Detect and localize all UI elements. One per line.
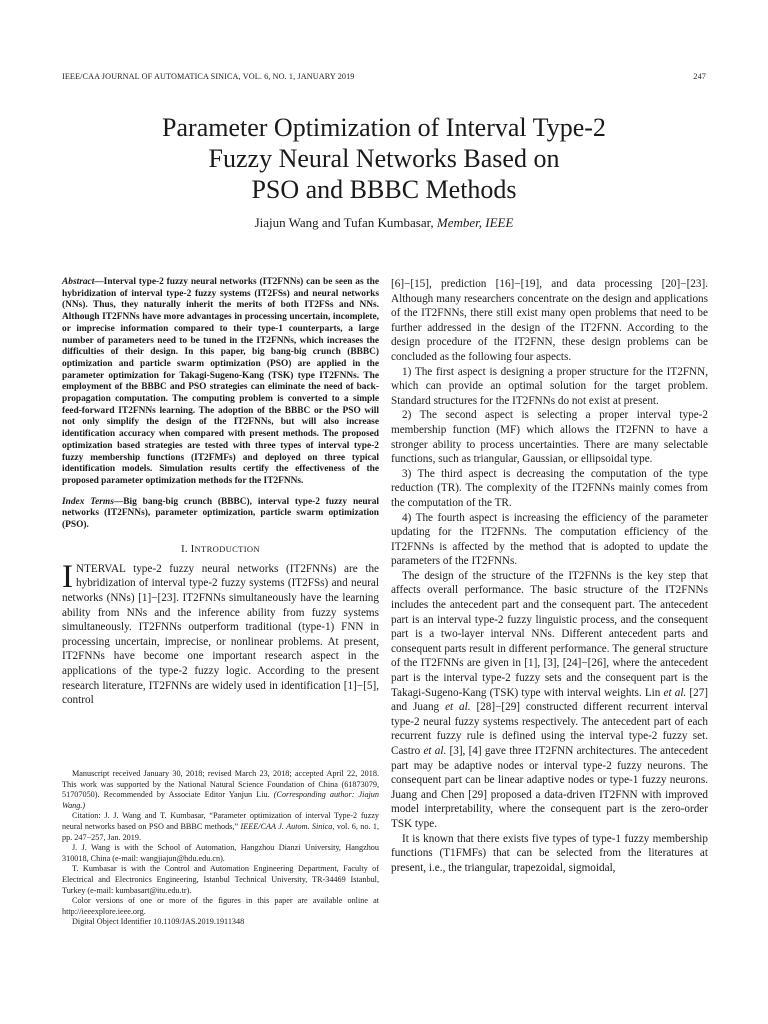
author-line bbox=[62, 215, 706, 231]
p6-part-b: [27] and Juang bbox=[391, 686, 709, 714]
author-names: Jiajun Wang and Tufan Kumbasar, bbox=[254, 215, 434, 230]
journal-name: IEEE/CAA JOURNAL OF AUTOMATICA SINICA, VOL. 6, NO. 1, JANUARY 2019 bbox=[62, 72, 355, 81]
author-membership: Member, IEEE bbox=[436, 215, 514, 230]
abstract-label: Abstract bbox=[62, 277, 95, 287]
p6-part-a: The design of the structure of the IT2FNNs is the key step that affects overall performance. The basic structure of the IT2FNNs includes the antecedent part and the consequent part. The antecedent part is an interval type-2 fuzzy linguistic process, and the consequent part is a two-layer interval NNs. Different antecedent parts and consequent parts result in different performance. The general structure of the IT2FNNs are given in [1], [3], [24]−[26], where the antecedent part is the interval type-2 fuzzy sets and the consequent part is the Takagi-Sugeno-Kang (TSK) type with interval weights. Lin bbox=[391, 569, 708, 699]
section-numeral: I. bbox=[181, 543, 191, 555]
right-paragraph-4: 3) The third aspect is decreasing the computation of the type reduction (TR). The complexity of the IT2FNNs mainly comes from the computation of the TR. bbox=[391, 467, 708, 509]
paper-title bbox=[62, 112, 706, 205]
footnote-author1: J. J. Wang is with the School of Automation, Hangzhou Dianzi University, Hangzhou 310018, China (e-mail: wangjiajun@hdu.edu.cn). bbox=[62, 843, 379, 863]
footnote-doi: Digital Object Identifier 10.1109/JAS.2019.1911348 bbox=[72, 917, 245, 927]
intro-paragraph bbox=[62, 558, 379, 708]
p6-part-c: [28]−[29] constructed different recurrent interval type-2 neural fuzzy systems respectively. The antecedent part of each recurrent fuzzy rule is defined using the interval type-2 fuzzy set. Castro bbox=[391, 701, 709, 757]
section-title-rest: NTRODUCTION bbox=[194, 543, 260, 554]
p6-etal-2: et al. bbox=[445, 701, 471, 714]
footnote-corresponding: (Corresponding author: Jiajun Wang.) bbox=[62, 790, 379, 810]
p6-etal-1: et al. bbox=[663, 686, 687, 699]
right-paragraph-6 bbox=[391, 569, 708, 832]
drop-cap: I bbox=[62, 558, 73, 595]
index-terms bbox=[62, 497, 379, 532]
title-line-3: PSO and BBBC Methods bbox=[251, 175, 517, 204]
intro-text: NTERVAL type-2 fuzzy neural networks (IT2FNNs) are the hybridization of interval type-2 fuzzy systems (IT2FSs) and neural networks (NNs) [1]−[23]. IT2FNNs simultaneously have the learning ability from NNs and the inference ability from fuzzy systems simultaneously. IT2FNNs outperform traditional (type-1) FNN in processing uncertain, imprecise, or nonlinear problems. At present, IT2FNNs have become one important research aspect in the applications of the type-2 fuzzy logic. According to the present research literature, IT2FNNs are widely used in identification [1]−[5], control bbox=[62, 562, 379, 707]
title-line-2: Fuzzy Neural Networks Based on bbox=[208, 144, 560, 173]
right-paragraph-5: 4) The fourth aspect is increasing the efficiency of the parameter updating for the IT2FNNs. The computation efficiency of the IT2FNNs is affected by the method that is adopted to update the parameters of the IT2FNNs. bbox=[391, 511, 708, 568]
footnote-author2: T. Kumbasar is with the Control and Automation Engineering Department, Faculty of Electrical and Electronics Engineering, Istanbul Technical University, TR-34469 Istanbul, Turkey (e-mail: kumbasart@itu.edu.tr). bbox=[62, 864, 379, 895]
page-number: 247 bbox=[693, 72, 706, 81]
footnote-received bbox=[62, 769, 379, 811]
citation-journal: IEEE/CAA J. Autom. Sinica, bbox=[240, 821, 335, 831]
right-paragraph-2: 1) The first aspect is designing a proper structure for the IT2FNN, which can provide an optimal solution for the target problem. Standard structures for the IT2FNNs do not exist at present. bbox=[391, 365, 708, 407]
p6-etal-3: et al. bbox=[423, 745, 447, 757]
citation-tail: vol. 6, no. 1, pp. 247−257, Jan. 2019. bbox=[62, 821, 380, 842]
abstract-text: —Interval type-2 fuzzy neural networks (IT2FNNs) can be seen as the hybridization of interval type-2 fuzzy systems (IT2FSs) and neural networks (NNs). Thus, they naturally inherit the merits of both IT2FSs and NNs. Although IT2FNNs have more advantages in processing uncertain, incomplete, or imprecise information compared to their type-1 counterparts, a large number of parameters need to be tuned in the IT2FNNs, which increases the difficulties of their design. In this paper, big bang-big crunch (BBBC) optimization and particle swarm optimization (PSO) are applied in the parameter optimization for Takagi-Sugeno-Kang (TSK) type IT2FNNs. The employment of the BBBC and PSO strategies can eliminate the need of back-propagation computation. The computing problem is converted to a simple feed-forward IT2FNNs learning. The adoption of the BBBC or the PSO will not only simplify the design of the IT2FNNs, but will also increase identification accuracy when compared with present methods. The proposed optimization based strategies are tested with three types of interval type-2 fuzzy membership functions (IT2FMFs) and deployed on three typical identification models. Simulation results certify the effectiveness of the proposed parameter optimization methods for the IT2FNNs. bbox=[62, 277, 379, 486]
footnote-received-text: Manuscript received January 30, 2018; revised March 23, 2018; accepted April 22, 2018. This work was supported by the National Natural Science Foundation of China (61873079, 51707050). Recommended by Associate Editor Yanjun Liu. bbox=[62, 769, 379, 800]
right-paragraph-1: [6]−[15], prediction [16]−[19], and data processing [20]−[23]. Although many researchers concentrate on the design and applications of the IT2FNNs, there still exist many open problems that need to be further addressed in the design of the IT2FNN. According to the design procedure of the IT2FNN, these design problems can be concluded as the following four aspects. bbox=[391, 278, 708, 363]
right-paragraph-7: It is known that there exists five types of type-1 fuzzy membership functions (T1FMFs) that can be selected from the literatures at present, i.e., the triangular, trapezoidal, sigmoidal, bbox=[391, 832, 708, 874]
footnote-color: Color versions of one or more of the figures in this paper are available online at http://ieeexplore.ieee.org. bbox=[62, 896, 379, 916]
title-line-1: Parameter Optimization of Interval Type-2 bbox=[162, 113, 606, 142]
citation-text: Citation: J. J. Wang and T. Kumbasar, “Parameter optimization of interval Type-2 fuzzy neural networks based on PSO and BBBC methods,” bbox=[62, 811, 379, 831]
abstract bbox=[62, 277, 379, 488]
section-title-initial: I bbox=[190, 543, 195, 555]
right-column bbox=[391, 277, 708, 875]
p6-part-d: [3], [4] gave three IT2FNN architectures. The antecedent part may be adaptive nodes or interval type-2 fuzzy neurons. The consequent part can be linear adaptive nodes or type-1 fuzzy neurons. Juang and Chen [29] proposed a data-driven IT2FNN with improved model interpretability, where the consequent part is the zero-order TSK type. bbox=[391, 745, 708, 830]
footnotes bbox=[62, 769, 379, 928]
index-terms-label: Index Terms bbox=[62, 496, 114, 507]
left-column bbox=[62, 277, 379, 708]
footnote-citation bbox=[62, 811, 379, 843]
index-terms-text: —Big bang-big crunch (BBBC), interval type-2 fuzzy neural networks (IT2FNNs), parameter optimization, particle swarm optimization (PSO). bbox=[62, 496, 379, 531]
right-paragraph-3: 2) The second aspect is selecting a proper interval type-2 membership function (MF) which allows the IT2FNN to have a stronger ability to process uncertainties. There are many selectable functions, such as triangular, Gaussian, or ellipsoidal type. bbox=[391, 409, 708, 466]
section-heading-introduction bbox=[62, 544, 379, 555]
